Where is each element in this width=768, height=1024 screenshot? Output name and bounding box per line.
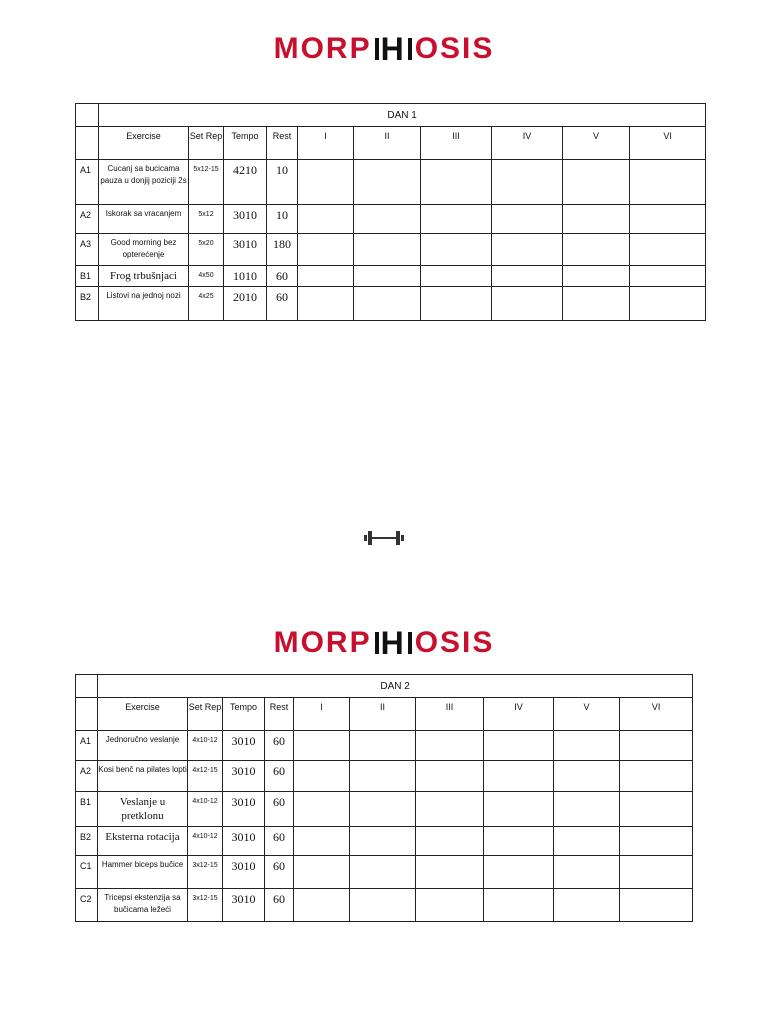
table-row [76,287,706,321]
exercise-name: Tricepsi ekstenzija sa bučicama ležeći [98,889,188,922]
log-cell-6[interactable] [630,160,706,205]
log-cell-1[interactable] [298,160,354,205]
set-rep: 4x25 [189,287,224,321]
log-cell-3[interactable] [421,287,492,321]
rest-value: 60 [265,792,294,827]
log-cell-6[interactable] [630,287,706,321]
log-cell-1[interactable] [298,266,354,287]
column-header-iv: IV [484,698,554,731]
log-cell-1[interactable] [298,234,354,266]
log-cell-2[interactable] [350,856,416,889]
table-row [76,761,693,792]
exercise-name: Iskorak sa vracanjem [99,205,189,234]
tempo-value: 3010 [223,761,265,792]
empty-header-cell [76,698,98,731]
tempo-value: 3010 [224,234,267,266]
tempo-value: 3010 [223,856,265,889]
log-cell-3[interactable] [416,731,484,761]
corner-cell [76,675,98,698]
log-cell-4[interactable] [484,856,554,889]
row-code: A3 [76,234,99,266]
exercise-name: Cucanj sa bucicama pauza u donjij poziciji 2s [99,160,189,205]
exercise-name: Kosi benč na pilates lopti [98,761,188,792]
log-cell-2[interactable] [350,761,416,792]
column-header-v: V [554,698,620,731]
log-cell-3[interactable] [416,792,484,827]
set-rep: 5x20 [189,234,224,266]
morphosis-logo-2 [232,624,536,661]
log-cell-4[interactable] [492,266,563,287]
log-cell-3[interactable] [416,889,484,922]
set-rep: 5x12 [189,205,224,234]
rest-value: 60 [265,827,294,856]
log-cell-1[interactable] [294,792,350,827]
row-code: A2 [76,761,98,792]
empty-header-cell [76,127,99,160]
tempo-value: 1010 [224,266,267,287]
set-rep: 3x12-15 [188,856,223,889]
morphosis-logo [232,30,536,67]
table-row [76,827,693,856]
row-code: B2 [76,827,98,856]
log-cell-3[interactable] [416,827,484,856]
set-rep: 4x10-12 [188,792,223,827]
table-row [76,205,706,234]
exercise-name: Good morning bez opterećenje [99,234,189,266]
log-cell-2[interactable] [354,266,421,287]
log-cell-5[interactable] [563,266,630,287]
log-cell-1[interactable] [298,205,354,234]
log-cell-1[interactable] [294,856,350,889]
log-cell-4[interactable] [484,827,554,856]
row-code: C2 [76,889,98,922]
corner-cell [76,104,99,127]
tempo-value: 3010 [223,731,265,761]
barbell-icon [362,528,406,548]
column-header-exercise: Exercise [98,698,188,731]
row-code: A1 [76,731,98,761]
set-rep: 4x50 [189,266,224,287]
row-code: B2 [76,287,99,321]
table-row [76,792,693,827]
log-cell-4[interactable] [492,234,563,266]
table-row [76,160,706,205]
log-cell-2[interactable] [350,792,416,827]
set-rep: 4x10-12 [188,827,223,856]
log-cell-6[interactable] [630,266,706,287]
row-code: C1 [76,856,98,889]
log-cell-6[interactable] [620,856,693,889]
log-cell-2[interactable] [350,731,416,761]
log-cell-6[interactable] [630,205,706,234]
log-cell-5[interactable] [554,792,620,827]
set-rep: 4x12-15 [188,761,223,792]
set-rep: 3x12-15 [188,889,223,922]
log-cell-1[interactable] [294,889,350,922]
rest-value: 60 [267,287,298,321]
log-cell-4[interactable] [492,287,563,321]
row-code: B1 [76,792,98,827]
log-cell-3[interactable] [421,205,492,234]
column-header-vi: VI [620,698,693,731]
column-header-ii: II [350,698,416,731]
rest-value: 60 [265,731,294,761]
log-cell-4[interactable] [484,792,554,827]
workout-table-day-1 [75,103,706,321]
log-cell-2[interactable] [350,889,416,922]
rest-value: 60 [267,266,298,287]
set-rep: 4x10-12 [188,731,223,761]
log-cell-2[interactable] [354,234,421,266]
column-header-exercise: Exercise [99,127,189,160]
rest-value: 60 [265,889,294,922]
column-header-tempo: Tempo [224,127,267,160]
exercise-name: Veslanje u pretklonu [98,792,188,827]
exercise-name: Frog trbušnjaci [99,266,189,287]
column-header-iii: III [421,127,492,160]
column-header-vi: VI [630,127,706,160]
log-cell-4[interactable] [484,761,554,792]
rest-value: 10 [267,160,298,205]
log-cell-5[interactable] [554,889,620,922]
log-cell-3[interactable] [421,234,492,266]
column-header-iii: III [416,698,484,731]
log-cell-2[interactable] [354,205,421,234]
column-header-ii: II [354,127,421,160]
log-cell-4[interactable] [484,889,554,922]
tempo-value: 3010 [223,827,265,856]
log-cell-3[interactable] [421,160,492,205]
log-cell-2[interactable] [350,827,416,856]
exercise-name: Listovi na jednoj nozi [99,287,189,321]
table-row [76,889,693,922]
rest-value: 60 [265,761,294,792]
log-cell-2[interactable] [354,160,421,205]
log-cell-3[interactable] [416,856,484,889]
log-cell-6[interactable] [620,731,693,761]
column-header-i: I [294,698,350,731]
log-cell-2[interactable] [354,287,421,321]
day-title: DAN 2 [98,675,693,698]
table-row [76,731,693,761]
table-row [76,266,706,287]
exercise-name: Hammer biceps bučice [98,856,188,889]
rest-value: 10 [267,205,298,234]
logo-text-left: MORP [273,626,372,659]
table-row [76,234,706,266]
set-rep: 5x12-15 [189,160,224,205]
row-code: B1 [76,266,99,287]
log-cell-4[interactable] [484,731,554,761]
log-cell-1[interactable] [294,731,350,761]
log-cell-1[interactable] [294,761,350,792]
log-cell-3[interactable] [421,266,492,287]
column-header-v: V [563,127,630,160]
logo-text-right: OSIS [414,32,495,65]
log-cell-5[interactable] [554,761,620,792]
column-header-i: I [298,127,354,160]
tempo-value: 3010 [223,792,265,827]
row-code: A1 [76,160,99,205]
log-cell-4[interactable] [492,160,563,205]
log-cell-5[interactable] [563,234,630,266]
log-cell-6[interactable] [620,792,693,827]
dumbbell-icon: H [374,31,413,68]
log-cell-5[interactable] [554,856,620,889]
dumbbell-icon: H [374,625,413,662]
log-cell-5[interactable] [554,731,620,761]
column-header-set-rep: Set Rep [188,698,223,731]
log-cell-4[interactable] [492,205,563,234]
log-cell-6[interactable] [620,827,693,856]
log-cell-5[interactable] [563,287,630,321]
rest-value: 180 [267,234,298,266]
column-header-iv: IV [492,127,563,160]
exercise-name: Jednoručno veslanje [98,731,188,761]
rest-value: 60 [265,856,294,889]
exercise-name: Eksterna rotacija [98,827,188,856]
logo-text-left: MORP [273,32,372,65]
column-header-rest: Rest [267,127,298,160]
log-cell-5[interactable] [563,205,630,234]
log-cell-6[interactable] [620,761,693,792]
logo-text-right: OSIS [414,626,495,659]
log-cell-5[interactable] [554,827,620,856]
column-header-rest: Rest [265,698,294,731]
column-header-tempo: Tempo [223,698,265,731]
tempo-value: 2010 [224,287,267,321]
log-cell-6[interactable] [630,234,706,266]
tempo-value: 3010 [223,889,265,922]
log-cell-3[interactable] [416,761,484,792]
table-row [76,856,693,889]
day-title: DAN 1 [99,104,706,127]
workout-table-day-2 [75,674,693,922]
log-cell-6[interactable] [620,889,693,922]
log-cell-5[interactable] [563,160,630,205]
column-header-set-rep: Set Rep [189,127,224,160]
log-cell-1[interactable] [294,827,350,856]
log-cell-1[interactable] [298,287,354,321]
row-code: A2 [76,205,99,234]
tempo-value: 4210 [224,160,267,205]
tempo-value: 3010 [224,205,267,234]
